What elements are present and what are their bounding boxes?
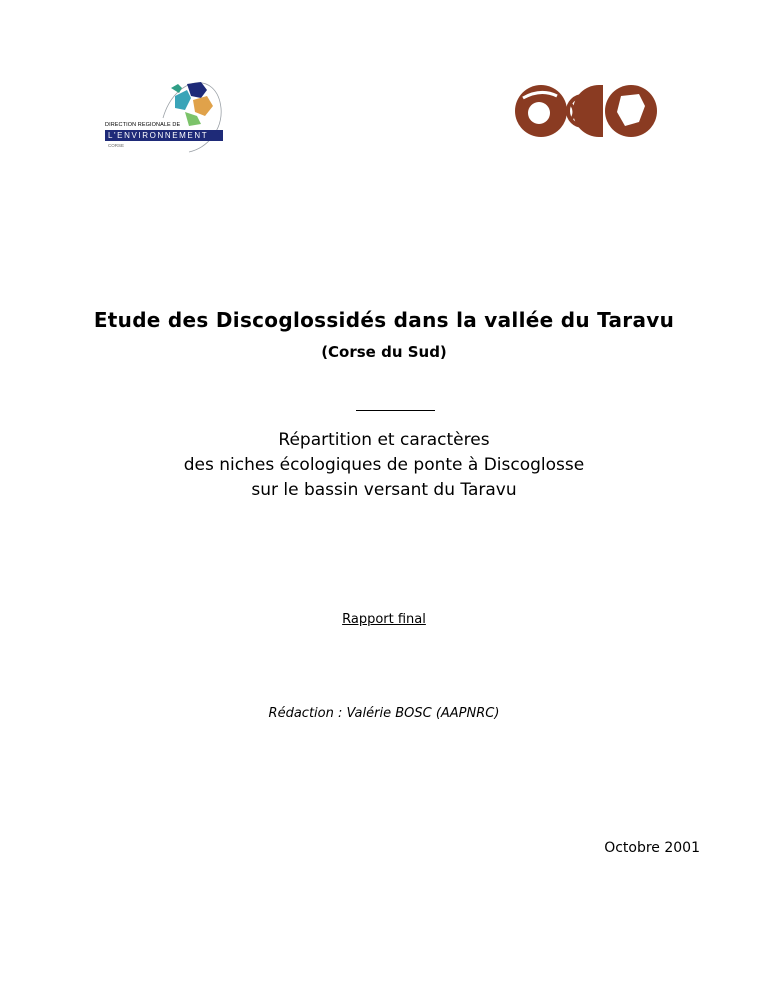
logo-band-environnement: L'ENVIRONNEMENT	[105, 130, 223, 141]
document-date: Octobre 2001	[604, 840, 700, 856]
diren-logo	[105, 78, 227, 158]
separator-rule	[356, 410, 435, 411]
description-line-3: sur le bassin versant du Taravu	[251, 480, 517, 500]
description-line-2: des niches écologiques de ponte à Discoglosse	[183, 455, 585, 475]
description-line-1: Répartition et caractères	[278, 430, 490, 450]
aapnrc-logo	[513, 82, 661, 140]
moor-head-emblem-icon	[513, 82, 661, 140]
document-subtitle: (Corse du Sud)	[321, 343, 447, 361]
author-line: Rédaction : Valérie BOSC (AAPNRC)	[268, 706, 500, 721]
report-label: Rapport final	[342, 612, 426, 627]
logo-line-direction: DIRECTION REGIONALE DE	[105, 122, 181, 128]
document-description	[0, 428, 768, 503]
document-title: Etude des Discoglossidés dans la vallée du Taravu	[93, 308, 675, 332]
logo-line-corse: CORSE	[108, 143, 125, 148]
